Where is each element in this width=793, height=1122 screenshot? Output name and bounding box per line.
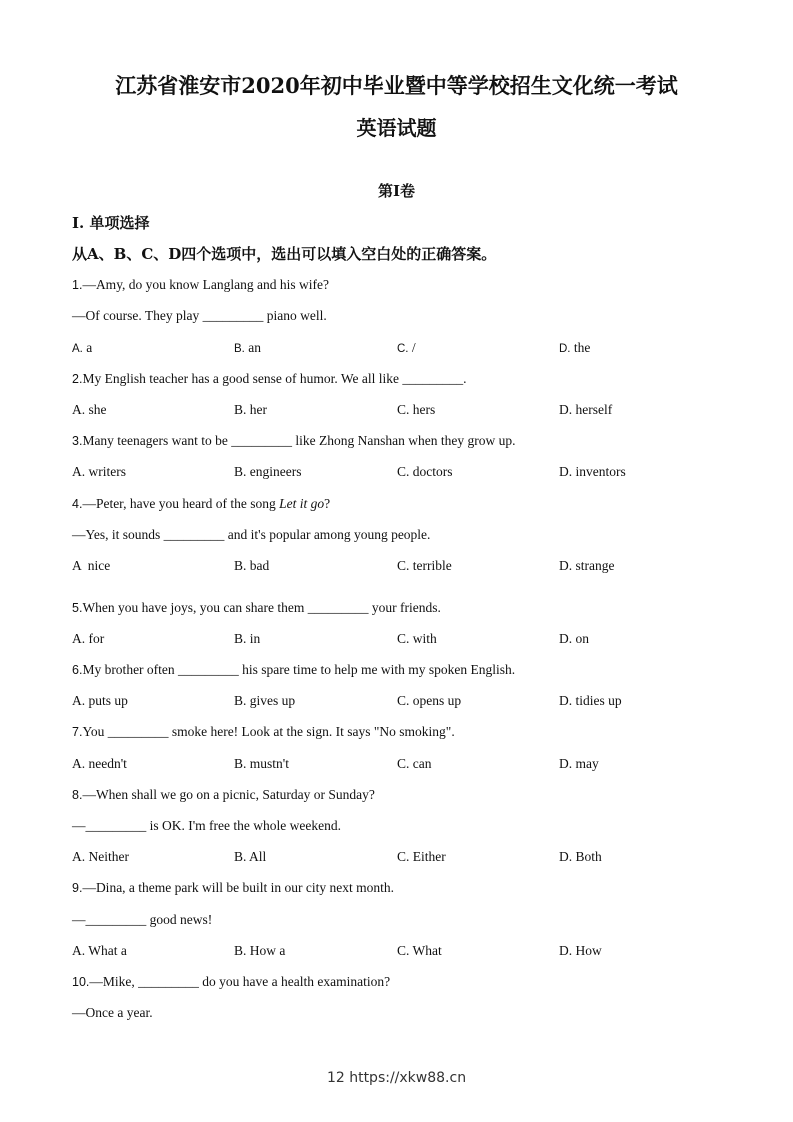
question-4-option-b[interactable]: B. bad <box>234 558 270 573</box>
question-7-option-d[interactable]: D. may <box>559 756 599 771</box>
question-10-line-1: 10.—Mike, _________ do you have a health examination? <box>72 974 391 989</box>
question-8-option-d[interactable]: D. Both <box>559 849 602 864</box>
question-7-option-b[interactable]: B. mustn't <box>234 756 289 771</box>
exam-subtitle: 英语试题 <box>356 116 437 140</box>
section-instruction: 从A、B、C、D四个选项中，选出可以填入空白处的正确答案。 <box>72 245 497 263</box>
question-7-option-a[interactable]: A. needn't <box>72 756 127 771</box>
question-9-option-d[interactable]: D. How <box>559 943 602 958</box>
question-9-line-1: 9.—Dina, a theme park will be built in our city next month. <box>72 880 394 895</box>
question-8-option-b[interactable]: B. All <box>234 849 267 864</box>
question-9-option-b[interactable]: B. How a <box>234 943 286 958</box>
exam-title: 江苏省淮安市2020年初中毕业暨中等学校招生文化统一考试 <box>115 73 678 98</box>
question-8-line-2: —_________ is OK. I'm free the whole weekend. <box>72 818 341 833</box>
section-heading: I. 单项选择 <box>72 214 150 232</box>
question-10-line-2: —Once a year. <box>72 1005 153 1020</box>
question-1-option-d[interactable]: D. the <box>559 340 591 355</box>
question-2-line-1: 2.My English teacher has a good sense of humor. We all like _________. <box>72 371 467 386</box>
question-2-option-d[interactable]: D. herself <box>559 402 613 417</box>
question-5-line-1: 5.When you have joys, you can share them _________ your friends. <box>72 600 441 615</box>
volume-heading: 第I卷 <box>377 182 416 200</box>
question-5-option-b[interactable]: B. in <box>234 631 261 646</box>
song-title: Let it go <box>279 496 325 511</box>
question-5-option-a[interactable]: A. for <box>72 631 105 646</box>
question-8-option-c[interactable]: C. Either <box>397 849 446 864</box>
question-7-line-1: 7.You _________ smoke here! Look at the sign. It says "No smoking". <box>72 724 455 739</box>
question-1-option-c[interactable]: C. / <box>397 340 416 355</box>
question-6-option-c[interactable]: C. opens up <box>397 693 462 708</box>
question-1-line-1: 1.—Amy, do you know Langlang and his wife? <box>72 277 330 292</box>
question-3-option-c[interactable]: C. doctors <box>397 464 453 479</box>
question-3-option-d[interactable]: D. inventors <box>559 464 626 479</box>
question-6-option-b[interactable]: B. gives up <box>234 693 296 708</box>
question-3-line-1: 3.Many teenagers want to be _________ like Zhong Nanshan when they grow up. <box>72 433 516 448</box>
question-1-line-2: —Of course. They play _________ piano well. <box>72 308 327 323</box>
question-4-option-c[interactable]: C. terrible <box>397 558 452 573</box>
question-2-option-b[interactable]: B. her <box>234 402 268 417</box>
question-9-option-c[interactable]: C. What <box>397 943 442 958</box>
page-footer: 12 https://xkw88.cn <box>326 1070 467 1086</box>
question-2-option-a[interactable]: A. she <box>72 402 107 417</box>
question-6-option-a[interactable]: A. puts up <box>72 693 128 708</box>
question-4-line-1: 4.—Peter, have you heard of the song Let it go? <box>72 496 331 511</box>
question-7-option-c[interactable]: C. can <box>397 756 432 771</box>
question-8-option-a[interactable]: A. Neither <box>72 849 129 864</box>
question-5-option-c[interactable]: C. with <box>397 631 437 646</box>
question-3-option-b[interactable]: B. engineers <box>234 464 302 479</box>
question-1-option-a[interactable]: A. a <box>72 340 93 355</box>
question-4-option-d[interactable]: D. strange <box>559 558 615 573</box>
question-6-line-1: 6.My brother often _________ his spare time to help me with my spoken English. <box>72 662 516 677</box>
question-6-option-d[interactable]: D. tidies up <box>559 693 622 708</box>
question-5-option-d[interactable]: D. on <box>559 631 589 646</box>
question-3-option-a[interactable]: A. writers <box>72 464 126 479</box>
question-9-option-a[interactable]: A. What a <box>72 943 127 958</box>
question-2-option-c[interactable]: C. hers <box>397 402 436 417</box>
question-1-option-b[interactable]: B. an <box>234 340 261 355</box>
question-8-line-1: 8.—When shall we go on a picnic, Saturday or Sunday? <box>72 787 375 802</box>
question-4-line-2: —Yes, it sounds _________ and it's popular among young people. <box>72 527 431 542</box>
question-4-option-a[interactable]: A nice <box>72 558 111 573</box>
question-9-line-2: —_________ good news! <box>72 912 213 927</box>
